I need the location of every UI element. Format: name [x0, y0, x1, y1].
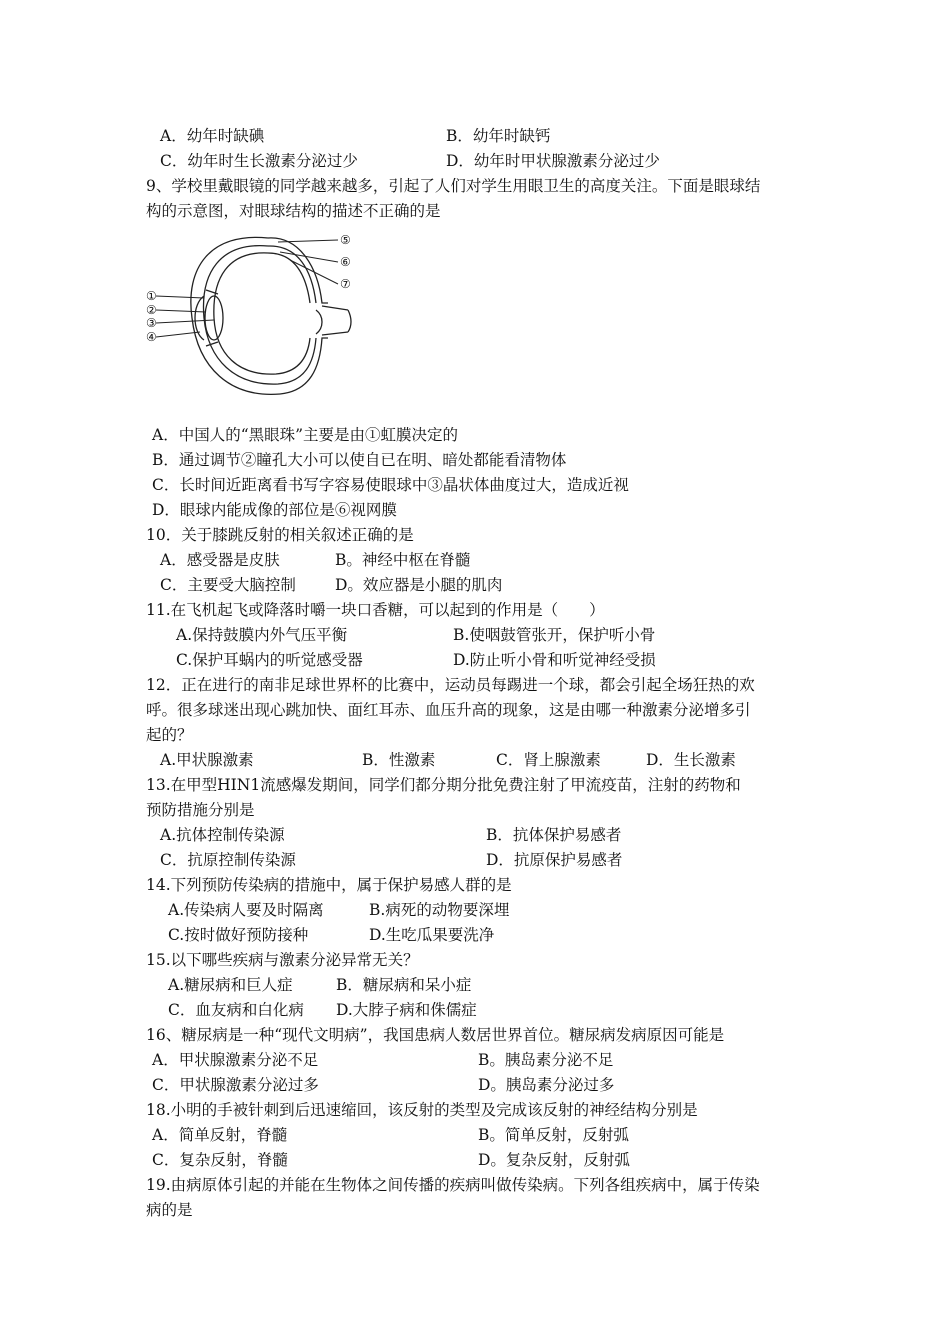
q14-option-c: C.按时做好预防接种 — [168, 926, 309, 944]
q11-option-a: A.保持鼓膜内外气压平衡 — [176, 626, 348, 644]
q15-option-b: B．糖尿病和呆小症 — [336, 976, 472, 994]
q18-stem: 18.小明的手被针刺到后迅速缩回，该反射的类型及完成该反射的神经结构分别是 — [146, 1101, 698, 1119]
label-1: ① — [146, 289, 157, 303]
q16-option-d: D。胰岛素分泌过多 — [478, 1076, 615, 1094]
q8-option-c: C．幼年时生长激素分泌过少 — [160, 152, 358, 170]
q9-option-b: B．通过调节②瞳孔大小可以使自已在明、暗处都能看清物体 — [152, 451, 567, 469]
q10-stem: 10．关于膝跳反射的相关叙述正确的是 — [146, 526, 414, 544]
q18-option-c: C．复杂反射，脊髓 — [152, 1151, 288, 1169]
q11-option-b: B.使咽鼓管张开，保护听小骨 — [453, 626, 656, 644]
label-7: ⑦ — [340, 277, 351, 291]
label-3: ③ — [146, 316, 157, 330]
q11-stem: 11.在飞机起飞或降落时嚼一块口香糖，可以起到的作用是（ ） — [146, 601, 605, 619]
q15-stem: 15.以下哪些疾病与激素分泌异常无关？ — [146, 951, 419, 969]
q9-stem-line2: 构的示意图，对眼球结构的描述不正确的是 — [146, 202, 441, 220]
q12-option-c: C．肾上腺激素 — [496, 751, 601, 769]
q8-option-a: A．幼年时缺碘 — [160, 127, 265, 145]
q15-option-a: A.糖尿病和巨人症 — [168, 976, 293, 994]
q9-option-d: D．眼球内能成像的部位是⑥视网膜 — [152, 501, 397, 519]
q12-stem-line2: 呼。很多球迷出现心跳加快、面红耳赤、血压升高的现象，这是由哪一种激素分泌增多引 — [146, 701, 751, 719]
q13-option-b: B．抗体保护易感者 — [486, 826, 622, 844]
q10-option-b: B。神经中枢在脊髓 — [335, 551, 471, 569]
q11-option-c: C.保护耳蜗内的听觉感受器 — [176, 651, 363, 669]
q16-stem: 16、糖尿病是一种“现代文明病”，我国患病人数居世界首位。糖尿病发病原因可能是 — [146, 1026, 725, 1044]
q15-option-d: D.大脖子病和侏儒症 — [336, 1001, 477, 1019]
q19-stem-line1: 19.由病原体引起的并能在生物体之间传播的疾病叫做传染病。下列各组疾病中，属于传染 — [146, 1176, 760, 1194]
label-6: ⑥ — [340, 255, 351, 269]
eyeball-diagram — [140, 228, 375, 406]
q12-stem-line3: 起的？ — [146, 726, 193, 744]
q13-stem-line2: 预防措施分别是 — [146, 801, 255, 819]
label-5: ⑤ — [340, 233, 351, 247]
q16-option-b: B。胰岛素分泌不足 — [478, 1051, 614, 1069]
q13-option-a: A.抗体控制传染源 — [160, 826, 285, 844]
q10-option-c: C．主要受大脑控制 — [160, 576, 296, 594]
q13-stem-line1: 13.在甲型HIN1流感爆发期间，同学们都分期分批免费注射了甲流疫苗，注射的药物和 — [146, 776, 741, 794]
q12-option-a: A.甲状腺激素 — [160, 751, 254, 769]
q9-option-a: A．中国人的“黑眼珠”主要是由①虹膜决定的 — [152, 426, 459, 444]
q13-option-d: D．抗原保护易感者 — [486, 851, 623, 869]
q14-option-a: A.传染病人要及时隔离 — [168, 901, 324, 919]
q13-option-c: C．抗原控制传染源 — [160, 851, 296, 869]
q12-stem-line1: 12．正在进行的南非足球世界杯的比赛中，运动员每踢进一个球，都会引起全场狂热的欢 — [146, 676, 755, 694]
q9-option-c: C．长时间近距离看书写字容易使眼球中③晶状体曲度过大，造成近视 — [152, 476, 629, 494]
q12-option-b: B．性激素 — [362, 751, 436, 769]
q9-stem-line1: 9、学校里戴眼镜的同学越来越多，引起了人们对学生用眼卫生的高度关注。下面是眼球结 — [146, 177, 761, 195]
label-2: ② — [146, 303, 157, 317]
q10-option-d: D。效应器是小腿的肌肉 — [335, 576, 503, 594]
q18-option-b: B。简单反射，反射弧 — [478, 1126, 629, 1144]
q10-option-a: A．感受器是皮肤 — [160, 551, 280, 569]
q8-option-b: B．幼年时缺钙 — [446, 127, 551, 145]
q18-option-d: D。复杂反射，反射弧 — [478, 1151, 630, 1169]
label-4: ④ — [146, 330, 157, 344]
q14-stem: 14.下列预防传染病的措施中，属于保护易感人群的是 — [146, 876, 512, 894]
q18-option-a: A．简单反射，脊髓 — [152, 1126, 288, 1144]
q14-option-d: D.生吃瓜果要洗净 — [369, 926, 495, 944]
q12-option-d: D．生长激素 — [646, 751, 736, 769]
q15-option-c: C．血友病和白化病 — [168, 1001, 304, 1019]
q8-option-d: D．幼年时甲状腺激素分泌过少 — [446, 152, 660, 170]
q16-option-c: C．甲状腺激素分泌过多 — [152, 1076, 319, 1094]
q16-option-a: A．甲状腺激素分泌不足 — [152, 1051, 319, 1069]
q14-option-b: B.病死的动物要深埋 — [369, 901, 510, 919]
q11-option-d: D.防止听小骨和听觉神经受损 — [453, 651, 656, 669]
q19-stem-line2: 病的是 — [146, 1201, 193, 1219]
